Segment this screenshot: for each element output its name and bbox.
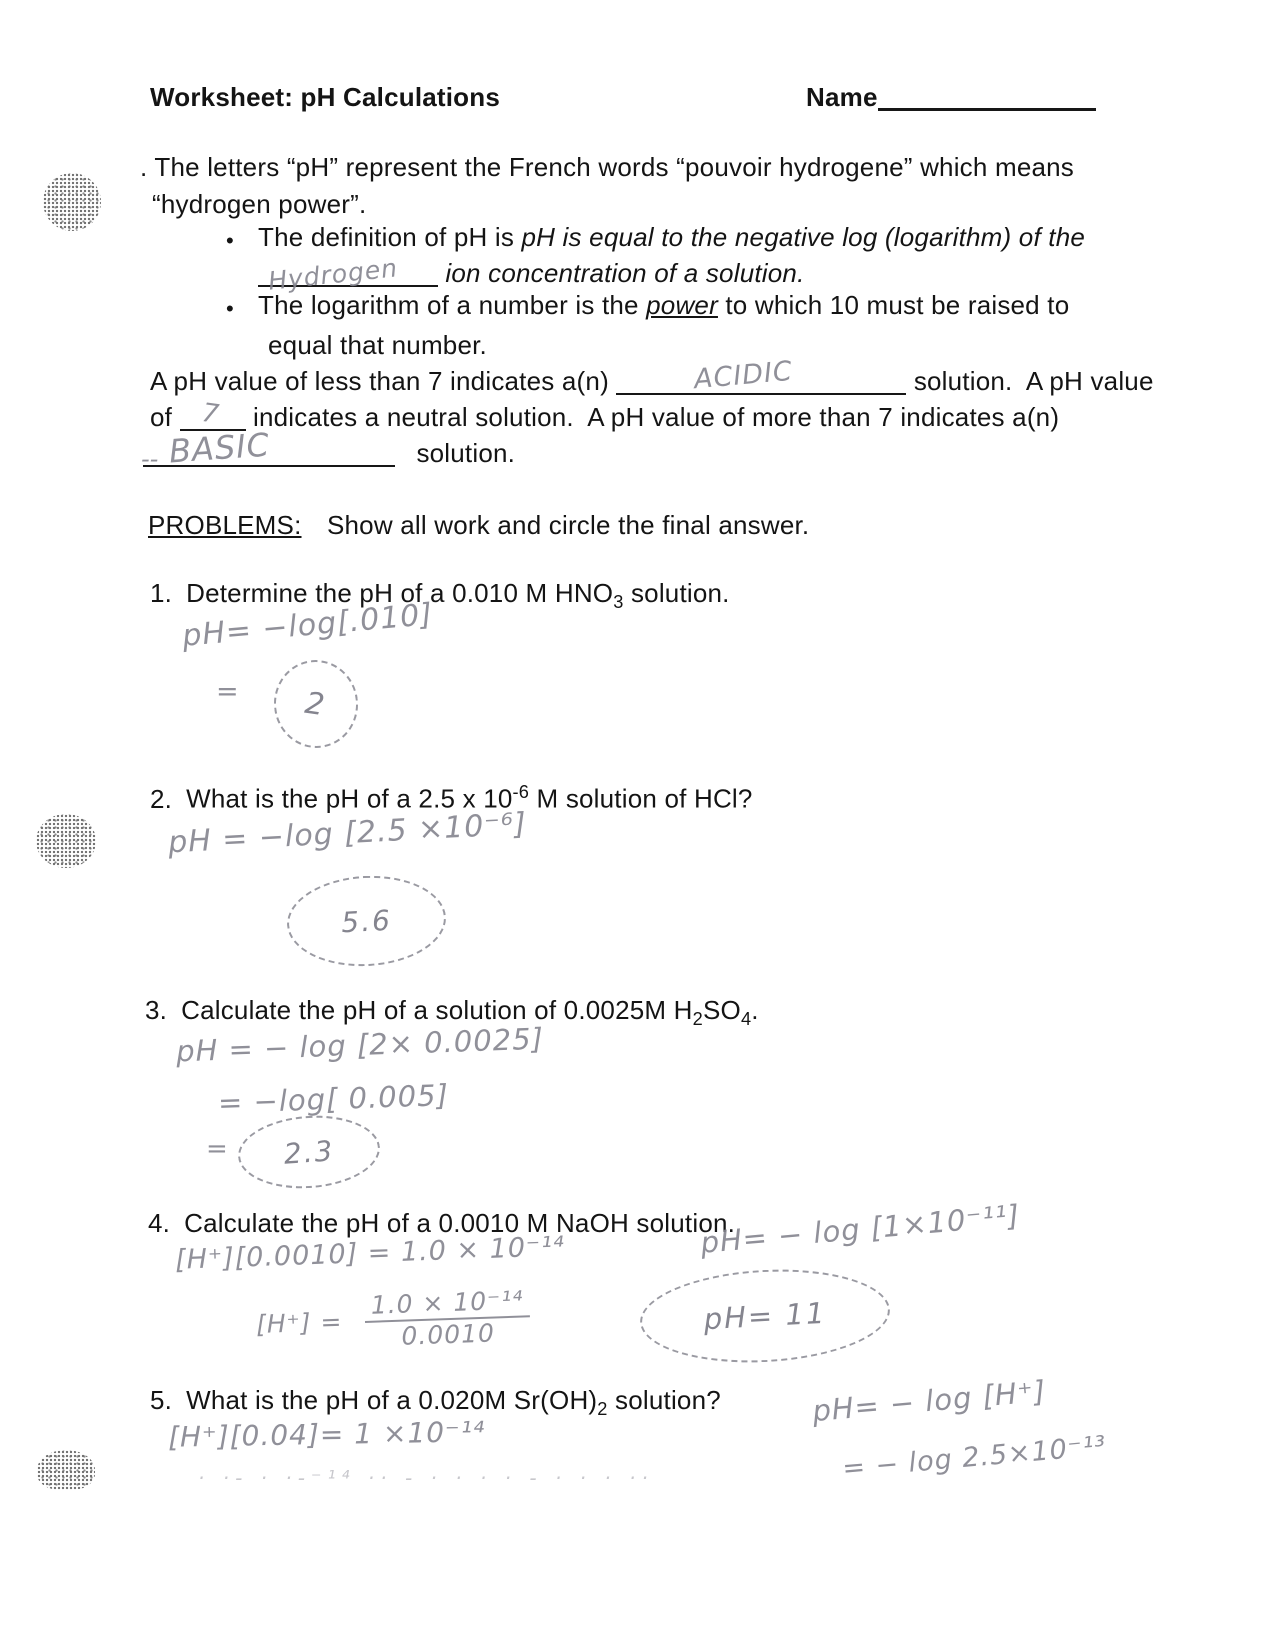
problem-1 [150, 578, 730, 613]
bullet-icon: • [226, 228, 234, 253]
answer-4-value: pH= 11 [702, 1295, 828, 1337]
fraction-numerator: 1.0 × 10⁻¹⁴ [364, 1287, 530, 1323]
problem-3-text: Calculate the pH of a solution of 0.0025M H [181, 995, 693, 1025]
work-4b-fraction [364, 1287, 531, 1351]
handwritten-equals-1: = [216, 676, 240, 707]
bullet1-italic2: ion concentration of a solution. [438, 258, 805, 288]
answer-2-value: 5.6 [340, 903, 393, 939]
problem-2-number: 2. [150, 783, 173, 814]
handwritten-work-4a: [H⁺][0.0010] = 1.0 × 10⁻¹⁴ [174, 1231, 566, 1276]
work-4b-lhs: [H⁺] = [255, 1307, 343, 1340]
fill1-pre: A pH value of less than 7 indicates a(n) [150, 366, 609, 396]
handwritten-work-5a-faint: · ·‐ · ·‐⁻¹⁴ ·· ‐ · · · · ‐ · · · ·· [198, 1466, 654, 1490]
problem-1-text: Determine the pH of a 0.010 M HNO [186, 578, 614, 608]
fraction-denominator: 0.0010 [400, 1318, 496, 1351]
hydrogen-blank [258, 253, 438, 296]
problem-1-text-end: solution. [623, 578, 730, 608]
problem-5-text-end: solution? [607, 1385, 721, 1415]
circled-answer-4 [638, 1264, 892, 1369]
problem-2-text: What is the pH of a 2.5 x 10 [186, 783, 513, 814]
intro-line-2: “hydrogen power”. [152, 189, 367, 219]
handwritten-equals-3: = [206, 1134, 229, 1164]
bullet2-pre: The logarithm of a number is the [258, 290, 647, 320]
handwritten-answer-seven: 7 [199, 397, 222, 431]
circled-answer-2 [285, 872, 448, 970]
handwritten-work-5b: pH= − log [H⁺] [810, 1373, 1048, 1429]
problem-4-text: Calculate the pH of a 0.0010 M NaOH solution. [184, 1208, 736, 1238]
handwritten-answer-acidic: ACIDIC [693, 355, 795, 396]
handwritten-work-4c: pH= − log [1×10⁻¹¹] [699, 1198, 1022, 1260]
basic-blank [141, 425, 395, 473]
dash-marks: ‐‐ [141, 445, 159, 473]
problems-header [148, 510, 809, 541]
problem-2-text-end: M solution of HCl? [529, 783, 753, 814]
fill2-pre: of [150, 402, 173, 432]
circled-answer-3 [236, 1111, 383, 1193]
name-blank [878, 84, 1096, 111]
problem-3-subscript-2: 4 [740, 1009, 752, 1030]
problem-3-text-end: . [751, 995, 759, 1025]
hole-punch-middle [36, 814, 96, 868]
name-field [806, 82, 1096, 113]
fill3-post: solution. [416, 438, 516, 468]
handwritten-work-5a: [H⁺][0.04]= 1 ×10⁻¹⁴ [167, 1415, 486, 1454]
problem-4-number: 4. [148, 1208, 171, 1238]
bullet1-line-1 [258, 222, 1085, 253]
problems-label: PROBLEMS: [148, 510, 302, 540]
fill2-post: indicates a neutral solution. A pH value of more than 7 indicates a(n) [252, 402, 1060, 432]
handwritten-work-3a: pH = − log [2× 0.0025] [175, 1021, 545, 1069]
bullet2-line-2: equal that number. [268, 330, 487, 360]
fill-line-3 [141, 425, 516, 473]
circled-answer-1 [270, 656, 363, 752]
problem-5-text: What is the pH of a 0.020M Sr(OH) [186, 1385, 598, 1415]
handwritten-work-1a: pH= −log[.010] [180, 597, 435, 654]
problem-3-subscript-1: 2 [692, 1009, 703, 1030]
fill-line-1 [150, 355, 1154, 397]
bullet1-normal: The definition of pH is [258, 222, 522, 252]
hole-punch-bottom [37, 1450, 95, 1490]
problem-1-number: 1. [150, 578, 173, 608]
name-label: Name [806, 82, 878, 112]
problem-4 [148, 1208, 735, 1239]
fill-line-2 [150, 397, 1060, 433]
problem-1-subscript: 3 [613, 592, 624, 613]
hole-punch-top [43, 173, 101, 231]
handwritten-work-3b: = −log[ 0.005] [217, 1077, 450, 1121]
bullet2-line-1 [258, 290, 1069, 321]
problem-5-subscript: 2 [597, 1399, 608, 1420]
problem-2-superscript: -6 [512, 782, 530, 802]
handwritten-work-2a: pH = −log [2.5 ×10⁻⁶] [167, 806, 528, 861]
fill1-post: solution. A pH value [913, 366, 1154, 396]
problem-5-number: 5. [150, 1385, 173, 1415]
answer-3-value: 2.3 [282, 1133, 336, 1171]
bullet1-italic: pH is equal to the negative log (logarithm) of the [521, 222, 1086, 252]
problem-5 [150, 1385, 721, 1420]
page-title: Worksheet: pH Calculations [150, 82, 501, 112]
bullet2-post: to which 10 must be raised to [717, 290, 1070, 320]
problem-3-text-mid: SO [703, 995, 741, 1025]
bullet1-line-2 [258, 253, 805, 296]
handwritten-work-4b [255, 1287, 531, 1355]
handwritten-work-5c: = − log 2.5×10⁻¹³ [841, 1430, 1108, 1485]
answer-1-value: 2 [303, 685, 329, 723]
handwritten-answer-basic: BASIC [167, 425, 272, 471]
problem-3-number: 3. [145, 995, 168, 1025]
bullet-icon: • [226, 296, 234, 321]
handwritten-answer-hydrogen: Hydrogen [266, 253, 400, 296]
acidic-blank [616, 355, 906, 396]
intro-line-1: . The letters “pH” represent the French words “pouvoir hydrogene” which means [140, 152, 1075, 182]
problems-instructions: Show all work and circle the final answer. [326, 510, 810, 540]
bullet2-power: power [646, 290, 718, 320]
